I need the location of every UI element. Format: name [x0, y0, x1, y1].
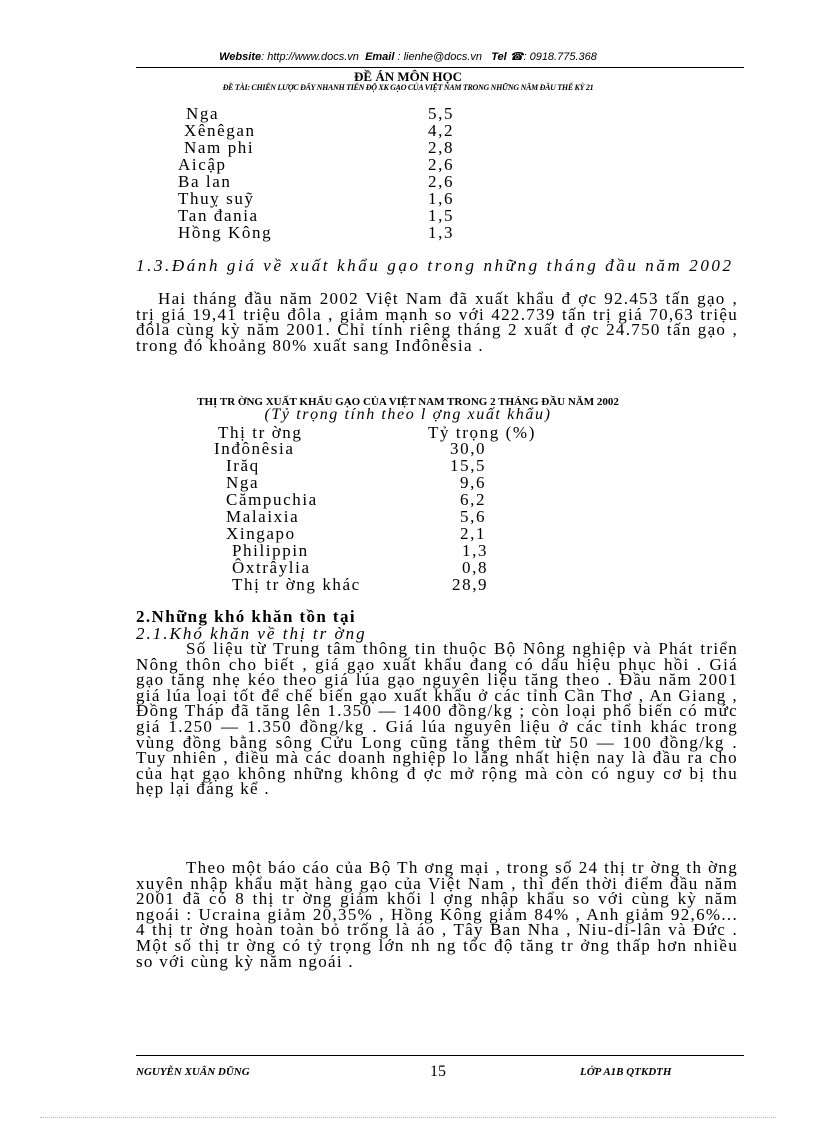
phone-icon: ☎	[509, 51, 524, 63]
value-cell: 5,5	[428, 104, 455, 123]
tel-label: Tel	[491, 51, 507, 63]
email-value: : lienhe@docs.vn	[397, 51, 483, 63]
share-cell: 5,6	[460, 507, 487, 526]
market-cell: Nga	[226, 473, 260, 492]
table-subtitle: (Tỷ trọng tính theo l ợng xuất khẩu)	[264, 406, 552, 423]
share-cell: 30,0	[450, 439, 487, 458]
share-cell: 6,2	[460, 490, 487, 509]
website-value: : http://www.docs.vn	[261, 51, 359, 63]
page-number: 15	[430, 1063, 446, 1080]
value-cell: 1,6	[428, 189, 455, 208]
page-edge-divider	[40, 1117, 776, 1118]
country-cell: Thuỵ suỹ	[178, 189, 255, 208]
body-paragraph: Số liệu từ Trung tâm thông tin thuộc Bộ Nông nghiệp và Phát triển Nông thôn cho biết , giá gạo xuất khẩu đang có dấu hiệu phục hồi . Giá gạo tăng nhẹ kéo theo giá lúa gạo nguyên liệu tăng theo . Đầu năm 2001 giá lúa loại tốt để chế biến gạo xuất khẩu ở các tỉnh Cần Thơ , An Giang , Đồng Tháp đã tăng lên 1.350 — 1400 đồng/kg ; còn loại phổ biến có mức giá 1.250 — 1.350 đồng/kg . Giá lúa nguyên liệu ở các tỉnh khác trong vùng đồng bằng sông Cửu Long cũng tăng thêm từ 50 — 100 đồng/kg . Tuy nhiên , điều mà các doanh nghiệp lo lắng nhất hiện nay là đầu ra cho của hạt gạo không những không đ ợc mở rộng mà còn có nguy cơ bị thu hẹp lại đáng kể .	[136, 639, 738, 799]
share-cell: 1,3	[462, 541, 489, 560]
header-rule	[136, 67, 744, 68]
share-cell: 28,9	[452, 575, 489, 594]
class-name: LỚP A1B QTKDTH	[580, 1066, 672, 1078]
column-header: Tỷ trọng (%)	[428, 423, 536, 442]
country-cell: Ba lan	[178, 172, 232, 191]
country-cell: Hồng Kông	[178, 223, 273, 242]
body-paragraph: Theo một báo cáo của Bộ Th ơng mại , trong số 24 thị tr ờng th ờng xuyên nhập khẩu mặt hàng gạo của Việt Nam , thì đến thời điểm đầu năm 2001 đã có 8 thị tr ờng giảm khối l ợng nhập khẩu so với cùng kỳ năm ngoái : Ucraina giảm 20,35% , Hồng Kông giảm 84% , Anh giảm 92,6%... 4 thị tr ờng hoàn toàn bỏ trống là áo , Tây Ban Nha , Niu-di-lân và Đức . Một số thị tr ờng có tỷ trọng lớn nh ng tốc độ tăng tr ởng thấp hơn nhiều so với cùng kỳ năm ngoái .	[136, 858, 738, 971]
share-cell: 9,6	[460, 473, 487, 492]
country-cell: Aicập	[178, 155, 227, 174]
market-cell: Ôxtrâylia	[232, 558, 311, 577]
value-cell: 2,6	[428, 172, 455, 191]
value-cell: 2,6	[428, 155, 455, 174]
value-cell: 1,5	[428, 206, 455, 225]
table-title: THỊ TR ỜNG XUẤT KHẨU GẠO CỦA VIỆT NAM TRONG 2 THÁNG ĐẦU NĂM 2002	[197, 396, 619, 408]
value-cell: 4,2	[428, 121, 455, 140]
share-cell: 0,8	[462, 558, 489, 577]
project-title: ĐỀ ÁN MÔN HỌC	[354, 69, 462, 84]
share-cell: 2,1	[460, 524, 487, 543]
footer-rule	[136, 1055, 744, 1056]
author-name: NGUYỄN XUÂN DŨNG	[136, 1066, 250, 1078]
share-cell: 15,5	[450, 456, 487, 475]
market-cell: Cămpuchia	[226, 490, 318, 509]
market-cell: Malaixia	[226, 507, 300, 526]
country-cell: Nga	[186, 104, 220, 123]
topic-line: ĐỀ TÀI: CHIẾN LƯỢC ĐẨY NHANH TIẾN ĐỘ XK GẠO CỦA VIỆT NAM TRONG NHỮNG NĂM ĐẦU THẾ KỶ 21	[222, 83, 594, 92]
section-heading: 1.3.Đánh giá về xuất khẩu gạo trong những tháng đầu năm 2002	[136, 256, 734, 275]
market-cell: Xingapo	[226, 524, 296, 543]
country-cell: Tan đania	[178, 206, 259, 225]
value-cell: 2,8	[428, 138, 455, 157]
subsection-heading: 2.1.Khó khăn về thị tr ờng	[136, 624, 367, 643]
market-cell: Thị tr ờng khác	[232, 575, 361, 594]
column-header: Thị tr ờng	[218, 423, 303, 442]
section-heading: 2.Những khó khăn tồn tại	[136, 607, 357, 626]
value-cell: 1,3	[428, 223, 455, 242]
market-cell: Inđônêsia	[214, 439, 295, 458]
market-cell: Philippin	[232, 541, 309, 560]
country-cell: Nam phi	[184, 138, 255, 157]
website-header	[0, 50, 816, 63]
email-label: Email	[365, 51, 395, 63]
country-cell: Xênêgan	[184, 121, 256, 140]
body-paragraph: Hai tháng đầu năm 2002 Việt Nam đã xuất khẩu đ ợc 92.453 tấn gạo , trị giá 19,41 triệu đôla , giảm mạnh so với 422.739 tấn trị giá 70,63 triệu đôla cùng kỳ năm 2001. Chỉ tính riêng tháng 2 xuất đ ợc 24.750 tấn gạo , trong đó khoảng 80% xuất sang Inđônêsia .	[136, 289, 738, 355]
market-cell: Irăq	[226, 456, 260, 475]
website-label: Website	[219, 51, 262, 63]
tel-value: : 0918.775.368	[523, 51, 597, 63]
